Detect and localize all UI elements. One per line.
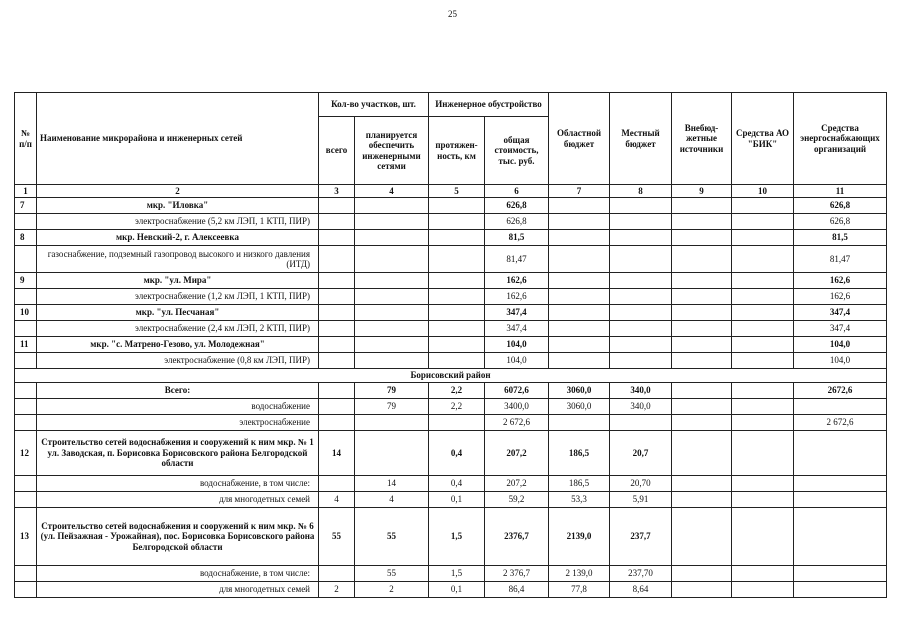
cell-regional: 53,3	[549, 492, 610, 508]
cell-planned	[355, 321, 429, 337]
header-planned: планируется обеспечить инженерными сетями	[355, 117, 429, 185]
cell-regional	[549, 246, 610, 273]
cell-energy: 81,5	[794, 230, 887, 246]
cell-energy	[794, 476, 887, 492]
cell-length: 0,1	[429, 492, 485, 508]
table-body	[15, 185, 887, 598]
cell-local	[610, 353, 672, 369]
cell-length	[429, 214, 485, 230]
row-number: 13	[15, 508, 37, 566]
row-name: для многодетных семей	[37, 492, 319, 508]
table-row	[15, 305, 887, 321]
cell-length	[429, 289, 485, 305]
region-title: Борисовский район	[15, 369, 887, 383]
row-number	[15, 321, 37, 337]
cell-bik	[732, 383, 794, 399]
cell-local	[610, 415, 672, 431]
cell-regional	[549, 289, 610, 305]
cell-bik	[732, 214, 794, 230]
cell-regional	[549, 273, 610, 289]
cell-length	[429, 305, 485, 321]
cell-bik	[732, 431, 794, 476]
header-cost: общая стоимость, тыс. руб.	[485, 117, 549, 185]
table-row	[15, 230, 887, 246]
column-number: 7	[549, 185, 610, 198]
cell-cost: 2 672,6	[485, 415, 549, 431]
row-number: 10	[15, 305, 37, 321]
table-row	[15, 198, 887, 214]
cell-cost: 347,4	[485, 305, 549, 321]
table-row	[15, 246, 887, 273]
cell-length: 2,2	[429, 399, 485, 415]
column-number: 10	[732, 185, 794, 198]
row-name: мкр. "ул. Мира"	[37, 273, 319, 289]
cell-planned	[355, 289, 429, 305]
cell-bik	[732, 198, 794, 214]
cell-length: 0,4	[429, 476, 485, 492]
cell-regional	[549, 214, 610, 230]
cell-extra	[672, 508, 732, 566]
cell-energy: 2 672,6	[794, 415, 887, 431]
cell-cost: 162,6	[485, 273, 549, 289]
cell-regional	[549, 198, 610, 214]
cell-cost: 81,5	[485, 230, 549, 246]
cell-length	[429, 337, 485, 353]
cell-regional: 3060,0	[549, 383, 610, 399]
column-number: 4	[355, 185, 429, 198]
column-number: 1	[15, 185, 37, 198]
page-number: 25	[448, 9, 457, 19]
cell-local: 5,91	[610, 492, 672, 508]
cell-energy: 2672,6	[794, 383, 887, 399]
cell-local: 237,7	[610, 508, 672, 566]
header-energy: Средства энергоснабжающих организаций	[794, 93, 887, 185]
cell-planned: 55	[355, 508, 429, 566]
cell-length: 0,4	[429, 431, 485, 476]
cell-length	[429, 415, 485, 431]
table-row	[15, 399, 887, 415]
row-number	[15, 353, 37, 369]
cell-cost: 207,2	[485, 431, 549, 476]
row-number	[15, 492, 37, 508]
cell-regional	[549, 321, 610, 337]
cell-total	[319, 305, 355, 321]
cell-total	[319, 476, 355, 492]
cell-local	[610, 337, 672, 353]
cell-bik	[732, 230, 794, 246]
row-number	[15, 214, 37, 230]
cell-extra	[672, 566, 732, 582]
cell-energy	[794, 582, 887, 598]
cell-local: 237,70	[610, 566, 672, 582]
row-name: электроснабжение (5,2 км ЛЭП, 1 КТП, ПИР)	[37, 214, 319, 230]
cell-extra	[672, 289, 732, 305]
table-row	[15, 321, 887, 337]
cell-bik	[732, 289, 794, 305]
cell-cost: 162,6	[485, 289, 549, 305]
cell-energy	[794, 492, 887, 508]
cell-total	[319, 415, 355, 431]
table-row	[15, 214, 887, 230]
cell-regional: 186,5	[549, 431, 610, 476]
column-number: 6	[485, 185, 549, 198]
region-row	[15, 369, 887, 383]
row-name: водоснабжение, в том числе:	[37, 566, 319, 582]
cell-cost: 2376,7	[485, 508, 549, 566]
table-row	[15, 582, 887, 598]
row-number	[15, 566, 37, 582]
cell-total	[319, 289, 355, 305]
table-row	[15, 431, 887, 476]
cell-local: 20,70	[610, 476, 672, 492]
header-bik: Средства АО "БИК"	[732, 93, 794, 185]
cell-planned	[355, 273, 429, 289]
row-name: мкр. "Иловка"	[37, 198, 319, 214]
cell-cost: 3400,0	[485, 399, 549, 415]
cell-extra	[672, 214, 732, 230]
cell-bik	[732, 353, 794, 369]
cell-length: 1,5	[429, 508, 485, 566]
cell-local: 20,7	[610, 431, 672, 476]
cell-bik	[732, 508, 794, 566]
row-name: электроснабжение	[37, 415, 319, 431]
column-numbers-row	[15, 185, 887, 198]
cell-planned: 14	[355, 476, 429, 492]
table-row	[15, 492, 887, 508]
cell-planned: 79	[355, 383, 429, 399]
cell-extra	[672, 337, 732, 353]
cell-energy: 347,4	[794, 321, 887, 337]
cell-regional: 2139,0	[549, 508, 610, 566]
cell-local	[610, 230, 672, 246]
row-number	[15, 383, 37, 399]
cell-total: 55	[319, 508, 355, 566]
row-name: электроснабжение (0,8 км ЛЭП, ПИР)	[37, 353, 319, 369]
cell-bik	[732, 476, 794, 492]
cell-cost: 347,4	[485, 321, 549, 337]
cell-local	[610, 246, 672, 273]
header-total: всего	[319, 117, 355, 185]
cell-extra	[672, 415, 732, 431]
row-number	[15, 415, 37, 431]
row-number	[15, 246, 37, 273]
cell-extra	[672, 230, 732, 246]
financing-table	[14, 92, 887, 598]
cell-cost: 207,2	[485, 476, 549, 492]
cell-bik	[732, 415, 794, 431]
row-number	[15, 582, 37, 598]
row-number	[15, 476, 37, 492]
table-row	[15, 566, 887, 582]
cell-regional	[549, 415, 610, 431]
table-row	[15, 383, 887, 399]
row-name: электроснабжение (1,2 км ЛЭП, 1 КТП, ПИР)	[37, 289, 319, 305]
header-regional: Областной бюджет	[549, 93, 610, 185]
cell-total	[319, 353, 355, 369]
column-number: 8	[610, 185, 672, 198]
cell-total: 14	[319, 431, 355, 476]
cell-extra	[672, 399, 732, 415]
cell-cost: 2 376,7	[485, 566, 549, 582]
cell-regional: 186,5	[549, 476, 610, 492]
cell-local	[610, 305, 672, 321]
cell-total	[319, 337, 355, 353]
cell-bik	[732, 337, 794, 353]
cell-local	[610, 289, 672, 305]
cell-local: 340,0	[610, 383, 672, 399]
cell-cost: 81,47	[485, 246, 549, 273]
column-number: 3	[319, 185, 355, 198]
row-number: 11	[15, 337, 37, 353]
cell-total: 2	[319, 582, 355, 598]
cell-regional: 2 139,0	[549, 566, 610, 582]
cell-extra	[672, 431, 732, 476]
cell-local	[610, 321, 672, 337]
cell-energy: 104,0	[794, 337, 887, 353]
cell-bik	[732, 566, 794, 582]
table-row	[15, 415, 887, 431]
cell-bik	[732, 399, 794, 415]
cell-regional	[549, 337, 610, 353]
cell-extra	[672, 476, 732, 492]
cell-extra	[672, 492, 732, 508]
cell-total	[319, 273, 355, 289]
cell-planned: 55	[355, 566, 429, 582]
cell-total	[319, 230, 355, 246]
cell-length	[429, 246, 485, 273]
cell-cost: 6072,6	[485, 383, 549, 399]
cell-energy: 626,8	[794, 214, 887, 230]
cell-energy	[794, 566, 887, 582]
cell-planned: 2	[355, 582, 429, 598]
cell-total	[319, 383, 355, 399]
row-name: Строительство сетей водоснабжения и сооружений к ним мкр. № 6 (ул. Пейзажная - Урожайная), пос. Борисовка Борисовского района Белгородской области	[37, 508, 319, 566]
cell-total	[319, 566, 355, 582]
cell-total	[319, 214, 355, 230]
cell-cost: 104,0	[485, 337, 549, 353]
cell-energy: 162,6	[794, 273, 887, 289]
cell-total	[319, 399, 355, 415]
cell-length: 2,2	[429, 383, 485, 399]
row-name: мкр. Невский-2, г. Алексеевка	[37, 230, 319, 246]
column-number: 9	[672, 185, 732, 198]
header-name: Наименование микрорайона и инженерных сетей	[37, 93, 319, 185]
cell-length: 1,5	[429, 566, 485, 582]
cell-energy	[794, 508, 887, 566]
cell-planned	[355, 415, 429, 431]
cell-planned	[355, 230, 429, 246]
cell-local	[610, 198, 672, 214]
row-name: водоснабжение	[37, 399, 319, 415]
table-row	[15, 508, 887, 566]
cell-extra	[672, 305, 732, 321]
cell-energy: 162,6	[794, 289, 887, 305]
cell-cost: 626,8	[485, 214, 549, 230]
cell-local	[610, 214, 672, 230]
cell-local: 8,64	[610, 582, 672, 598]
row-name: Всего:	[37, 383, 319, 399]
cell-extra	[672, 321, 732, 337]
cell-length	[429, 321, 485, 337]
cell-length: 0,1	[429, 582, 485, 598]
column-number: 11	[794, 185, 887, 198]
row-number: 7	[15, 198, 37, 214]
row-number: 12	[15, 431, 37, 476]
cell-bik	[732, 582, 794, 598]
column-number: 2	[37, 185, 319, 198]
row-name: для многодетных семей	[37, 582, 319, 598]
cell-energy	[794, 431, 887, 476]
cell-planned	[355, 214, 429, 230]
cell-extra	[672, 582, 732, 598]
cell-extra	[672, 353, 732, 369]
cell-local	[610, 273, 672, 289]
cell-bik	[732, 305, 794, 321]
row-name: мкр. "с. Матрено-Гезово, ул. Молодежная"	[37, 337, 319, 353]
cell-total	[319, 321, 355, 337]
cell-energy	[794, 399, 887, 415]
cell-energy: 104,0	[794, 353, 887, 369]
cell-extra	[672, 246, 732, 273]
cell-regional	[549, 230, 610, 246]
header-length: протяжен-ность, км	[429, 117, 485, 185]
cell-length	[429, 230, 485, 246]
cell-planned	[355, 198, 429, 214]
header-group-engineering: Инженерное обустройство	[429, 93, 549, 117]
row-number	[15, 399, 37, 415]
header-local: Местный бюджет	[610, 93, 672, 185]
cell-local: 340,0	[610, 399, 672, 415]
cell-planned	[355, 353, 429, 369]
cell-extra	[672, 273, 732, 289]
row-name: мкр. "ул. Песчаная"	[37, 305, 319, 321]
cell-planned	[355, 431, 429, 476]
row-name: водоснабжение, в том числе:	[37, 476, 319, 492]
cell-cost: 59,2	[485, 492, 549, 508]
cell-total	[319, 246, 355, 273]
row-name: газоснабжение, подземный газопровод высокого и низкого давления (ИТД)	[37, 246, 319, 273]
cell-cost: 86,4	[485, 582, 549, 598]
cell-energy: 626,8	[794, 198, 887, 214]
header-extra: Внебюд-жетные источники	[672, 93, 732, 185]
cell-bik	[732, 492, 794, 508]
cell-planned: 4	[355, 492, 429, 508]
row-number	[15, 289, 37, 305]
table-row	[15, 337, 887, 353]
table-row	[15, 273, 887, 289]
row-name: электроснабжение (2,4 км ЛЭП, 2 КТП, ПИР)	[37, 321, 319, 337]
cell-bik	[732, 273, 794, 289]
cell-cost: 104,0	[485, 353, 549, 369]
cell-extra	[672, 383, 732, 399]
cell-planned	[355, 305, 429, 321]
cell-bik	[732, 321, 794, 337]
cell-extra	[672, 198, 732, 214]
cell-regional: 77,8	[549, 582, 610, 598]
row-name: Строительство сетей водоснабжения и сооружений к ним мкр. № 1 ул. Заводская, п. Борисовка Борисовского района Белгородской области	[37, 431, 319, 476]
cell-total	[319, 198, 355, 214]
cell-bik	[732, 246, 794, 273]
cell-cost: 626,8	[485, 198, 549, 214]
table-row	[15, 289, 887, 305]
column-number: 5	[429, 185, 485, 198]
cell-length	[429, 198, 485, 214]
row-number: 8	[15, 230, 37, 246]
header-num: № п/п	[15, 93, 37, 185]
cell-planned: 79	[355, 399, 429, 415]
cell-length	[429, 273, 485, 289]
cell-planned	[355, 246, 429, 273]
cell-total: 4	[319, 492, 355, 508]
cell-energy: 81,47	[794, 246, 887, 273]
header-group-sites: Кол-во участков, шт.	[319, 93, 429, 117]
table-row	[15, 476, 887, 492]
cell-energy: 347,4	[794, 305, 887, 321]
cell-regional	[549, 353, 610, 369]
cell-length	[429, 353, 485, 369]
cell-regional: 3060,0	[549, 399, 610, 415]
row-number: 9	[15, 273, 37, 289]
cell-regional	[549, 305, 610, 321]
table-row	[15, 353, 887, 369]
cell-planned	[355, 337, 429, 353]
